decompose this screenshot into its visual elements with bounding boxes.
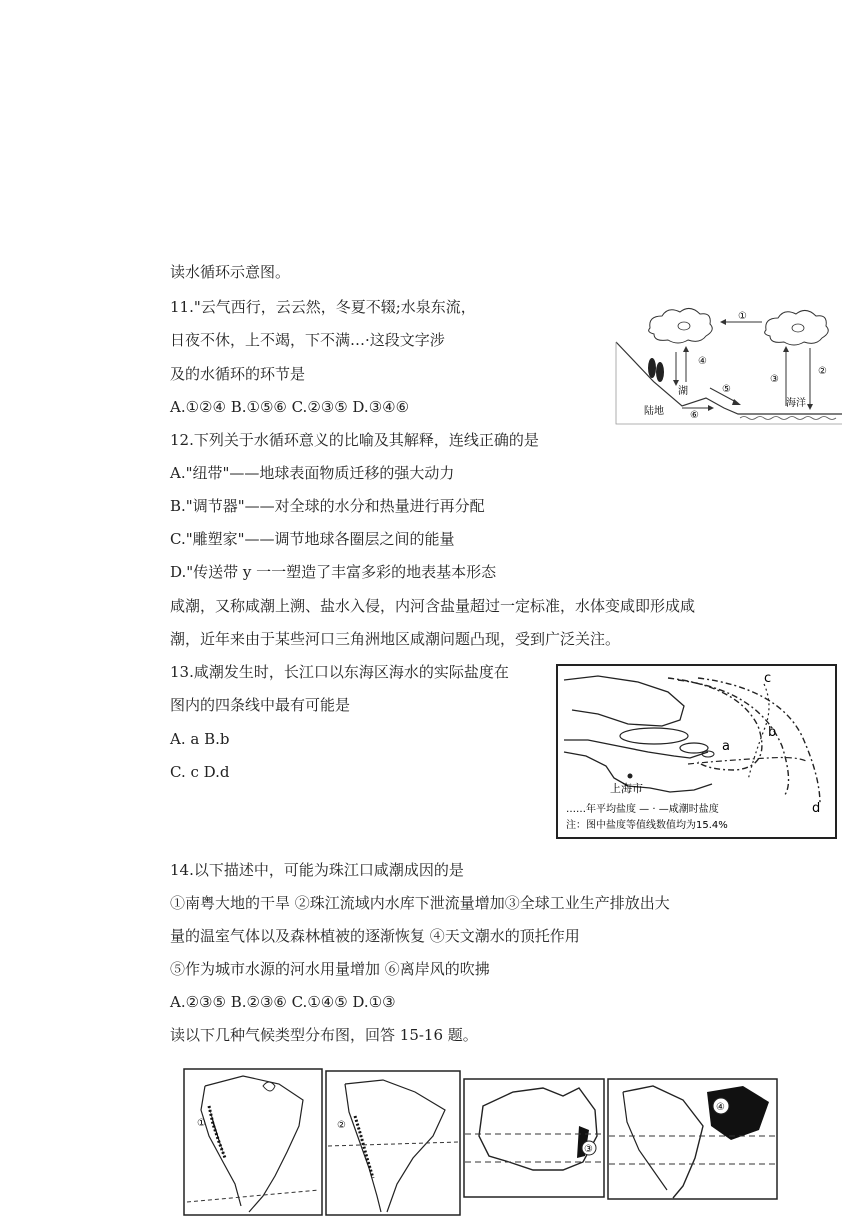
q11-options: A.①②④ B.①⑤⑥ C.②③⑤ D.③④⑥: [170, 398, 410, 416]
q13-stem-line1: 13.咸潮发生时，长江口以东海区海水的实际盐度在: [170, 663, 509, 681]
arrow-label-5: ⑤: [722, 384, 731, 395]
q14-line1: ①南粤大地的干旱 ②珠江流域内水库下泄流量增加③全球工业生产排放出大: [170, 894, 670, 912]
q14-stem: 14.以下描述中，可能为珠江口咸潮成因的是: [170, 861, 464, 879]
city-label-shanghai: 上海市: [610, 782, 643, 795]
q14-line3: ⑤作为城市水源的河水用量增加 ⑥离岸风的吹拂: [170, 960, 490, 978]
lake-label: 湖: [678, 386, 688, 397]
climate-marker-1: ①: [197, 1118, 206, 1129]
intro-text: 读水循环示意图。: [170, 263, 291, 281]
q12-option-b: B."调节器"——对全球的水分和热量进行再分配: [170, 497, 485, 515]
q11-stem-line3: 及的水循环的环节是: [170, 365, 306, 383]
map-legend: ……年平均盐度 — · —咸潮时盐度: [566, 804, 719, 815]
isoline-label-d: d: [812, 801, 821, 816]
q14-line2: 量的温室气体以及森林植被的逐渐恢复 ④天文潮水的顶托作用: [170, 927, 580, 945]
climate-marker-3: ③: [584, 1144, 593, 1155]
arrow-label-6: ⑥: [690, 410, 699, 421]
arrow-label-4: ④: [698, 356, 707, 367]
q12-option-a: A."纽带"——地球表面物质迁移的强大动力: [170, 464, 455, 482]
q11-stem-line2: 日夜不休，上不竭，下不满…·这段文字涉: [170, 331, 445, 349]
q12-option-c: C."雕塑家"——调节地球各圈层之间的能量: [170, 530, 455, 548]
ocean-label: 海洋: [786, 398, 806, 409]
passage-line2: 潮，近年来由于某些河口三角洲地区咸潮问题凸现，受到广泛关注。: [170, 630, 621, 648]
q14-options: A.②③⑤ B.②③⑥ C.①④⑤ D.①③: [170, 993, 396, 1011]
water-cycle-diagram: [614, 302, 844, 426]
q11-stem-line1: 11."云气西行，云云然，冬夏不辍;水泉东流，: [170, 298, 476, 316]
arrow-label-3: ③: [770, 374, 779, 385]
isoline-label-a: a: [722, 739, 730, 754]
q13-options-cd: C. c D.d: [170, 763, 230, 781]
arrow-label-1: ①: [738, 311, 747, 322]
estuary-salinity-map: [556, 664, 837, 839]
q12-option-d: D."传送带 y 一一塑造了丰富多彩的地表基本形态: [170, 563, 497, 581]
passage-line1: 咸潮，又称咸潮上溯、盐水入侵，内河含盐量超过一定标准，水体变咸即形成咸: [170, 597, 696, 615]
land-label: 陆地: [644, 406, 664, 417]
arrow-label-2: ②: [818, 366, 827, 377]
isoline-label-c: c: [764, 671, 772, 686]
climate-marker-2: ②: [337, 1120, 346, 1131]
map-note: 注：图中盐度等值线数值均为15.4%: [566, 820, 728, 831]
q13-stem-line2: 图内的四条线中最有可能是: [170, 696, 351, 714]
q13-options-ab: A. a B.b: [170, 730, 230, 748]
q12-stem: 12.下列关于水循环意义的比喻及其解释，连线正确的是: [170, 431, 539, 449]
isoline-label-b: b: [768, 725, 777, 740]
climate-maps: [183, 1066, 779, 1216]
q15-stem: 读以下几种气候类型分布图，回答 15-16 题。: [170, 1026, 478, 1044]
climate-marker-4: ④: [716, 1102, 725, 1113]
